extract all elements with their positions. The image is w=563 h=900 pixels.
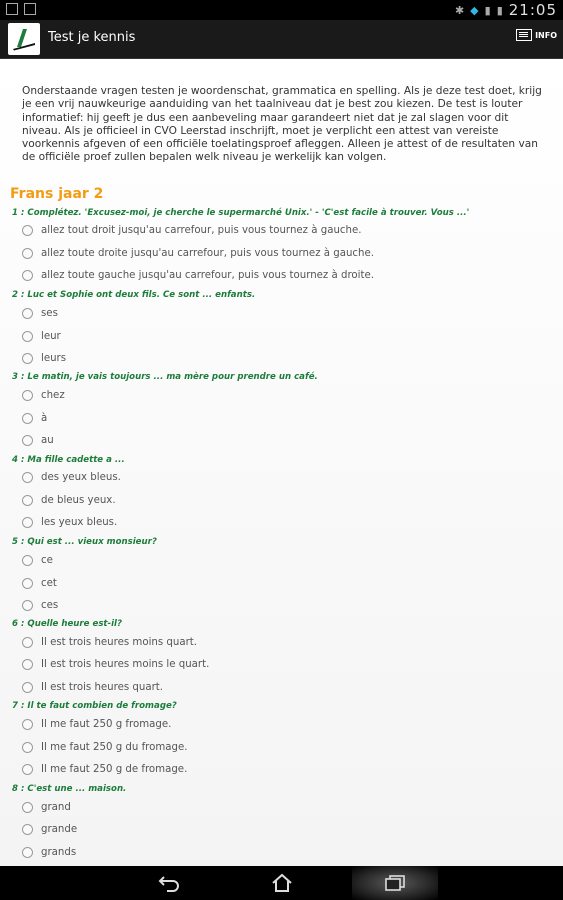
radio-button[interactable] (22, 555, 33, 566)
radio-button[interactable] (22, 331, 33, 342)
question-4-option-3[interactable] (22, 514, 117, 530)
question-7-label: 7 : Il te faut combien de fromage? (12, 701, 177, 711)
radio-button[interactable] (22, 824, 33, 835)
option-label: grande (41, 823, 78, 835)
option-label: grand (41, 801, 71, 813)
wifi-icon: ◆ (470, 3, 479, 17)
radio-button[interactable] (22, 353, 33, 364)
question-3-option-1[interactable] (22, 387, 65, 403)
status-left-icons (6, 3, 36, 15)
radio-button[interactable] (22, 495, 33, 506)
info-label: INFO (535, 30, 557, 40)
radio-button[interactable] (22, 390, 33, 401)
option-label: Il est trois heures moins quart. (41, 636, 197, 648)
question-1-option-2[interactable] (22, 245, 374, 261)
back-icon (157, 874, 181, 892)
question-1-option-3[interactable] (22, 267, 374, 283)
option-label: ces (41, 599, 59, 611)
recent-apps-icon (384, 874, 406, 892)
question-5-option-3[interactable] (22, 597, 58, 613)
question-6-option-3[interactable] (22, 679, 163, 695)
radio-button[interactable] (22, 600, 33, 611)
option-label: Il est trois heures moins le quart. (41, 658, 210, 670)
option-label: ses (41, 307, 58, 319)
status-bar (0, 0, 563, 20)
option-label: allez toute droite jusqu'au carrefour, puis vous tournez à gauche. (41, 247, 374, 259)
option-label: leur (41, 330, 61, 342)
option-label: chez (41, 389, 65, 401)
radio-button[interactable] (22, 847, 33, 858)
radio-button[interactable] (22, 682, 33, 693)
question-3-option-2[interactable] (22, 410, 47, 426)
option-label: ce (41, 554, 53, 566)
question-6-option-2[interactable] (22, 656, 209, 672)
question-8-option-2[interactable] (22, 821, 77, 837)
home-icon (271, 873, 293, 893)
question-8-option-1[interactable] (22, 799, 71, 815)
bluetooth-icon: ✱ (454, 3, 465, 17)
question-7-option-3[interactable] (22, 761, 187, 777)
app-logo-icon[interactable] (8, 23, 40, 55)
option-label: les yeux bleus. (41, 516, 118, 528)
question-2-option-2[interactable] (22, 328, 61, 344)
question-4-option-1[interactable] (22, 469, 121, 485)
option-label: leurs (41, 352, 67, 364)
option-label: Il me faut 250 g du fromage. (41, 741, 188, 753)
question-8-label: 8 : C'est une ... maison. (12, 784, 127, 794)
battery-icon: ▮ (496, 3, 503, 17)
info-list-icon (516, 29, 532, 41)
question-7-option-2[interactable] (22, 739, 188, 755)
question-4-option-2[interactable] (22, 492, 116, 508)
app-title: Test je kennis (48, 30, 136, 45)
option-label: Il me faut 250 g fromage. (41, 718, 172, 730)
status-clock: 21:05 (508, 1, 557, 19)
question-4-label: 4 : Ma fille cadette a ... (12, 455, 125, 465)
question-2-option-3[interactable] (22, 350, 66, 366)
radio-button[interactable] (22, 578, 33, 589)
option-label: grands (41, 846, 77, 858)
question-2-option-1[interactable] (22, 305, 58, 321)
option-label: Il me faut 250 g de fromage. (41, 763, 188, 775)
radio-button[interactable] (22, 764, 33, 775)
recent-apps-button[interactable] (365, 866, 425, 900)
option-label: des yeux bleus. (41, 471, 121, 483)
option-label: allez toute gauche jusqu'au carrefour, puis vous tournez à droite. (41, 269, 374, 281)
navigation-bar (0, 866, 563, 900)
question-8-option-3[interactable] (22, 844, 76, 860)
radio-button[interactable] (22, 270, 33, 281)
question-5-label: 5 : Qui est ... vieux monsieur? (12, 537, 157, 547)
question-3-label: 3 : Le matin, je vais toujours ... ma mère pour prendre un café. (12, 372, 318, 382)
question-6-label: 6 : Quelle heure est-il? (12, 619, 122, 629)
radio-button[interactable] (22, 659, 33, 670)
option-label: de bleus yeux. (41, 494, 116, 506)
home-button[interactable] (252, 866, 312, 900)
radio-button[interactable] (22, 248, 33, 259)
back-button[interactable] (139, 866, 199, 900)
question-5-option-1[interactable] (22, 552, 53, 568)
radio-button[interactable] (22, 637, 33, 648)
radio-button[interactable] (22, 308, 33, 319)
intro-text: Onderstaande vragen testen je woordenschat, grammatica en spelling. Als je deze test doet, krijg je een vrij nauwkeurige aanduiding van het taalniveau dat je best zou kiezen. De test is louter informatief: hij geeft je dus een aanbeveling maar garandeert niet dat je zal slagen voor dit niveau. Als je officieel in CVO Leerstad inschrijft, moet je verplicht een attest van vereiste voorkennis afgeven of een officiële toelatingsproef afleggen. Alleen je attest of de resultaten van de officiële proef zullen bepalen welk niveau je werkelijk kan volgen. (22, 85, 542, 164)
option-label: allez tout droit jusqu'au carrefour, puis vous tournez à gauche. (41, 224, 362, 236)
radio-button[interactable] (22, 802, 33, 813)
radio-button[interactable] (22, 517, 33, 528)
question-2-label: 2 : Luc et Sophie ont deux fils. Ce sont ... enfants. (12, 290, 256, 300)
content-area[interactable] (0, 59, 563, 866)
question-6-option-1[interactable] (22, 634, 197, 650)
notification-icon (6, 3, 18, 15)
status-right (455, 1, 557, 19)
section-title: Frans jaar 2 (10, 186, 104, 202)
radio-button[interactable] (22, 225, 33, 236)
info-button[interactable] (516, 29, 557, 41)
radio-button[interactable] (22, 742, 33, 753)
question-1-option-1[interactable] (22, 222, 361, 238)
option-label: Il est trois heures quart. (41, 681, 163, 693)
option-label: à (41, 412, 48, 424)
option-label: au (41, 434, 54, 446)
option-label: cet (41, 577, 57, 589)
question-1-label: 1 : Complétez. 'Excusez-moi, je cherche le supermarché Unix.' - 'C'est facile à trouver. Vous ...' (12, 208, 470, 218)
download-icon (24, 3, 36, 15)
question-5-option-2[interactable] (22, 575, 57, 591)
radio-button[interactable] (22, 472, 33, 483)
radio-button[interactable] (22, 413, 33, 424)
radio-button[interactable] (22, 719, 33, 730)
action-bar (0, 20, 563, 59)
question-7-option-1[interactable] (22, 716, 171, 732)
signal-icon: ▮ (484, 3, 491, 17)
radio-button[interactable] (22, 435, 33, 446)
question-3-option-3[interactable] (22, 432, 54, 448)
